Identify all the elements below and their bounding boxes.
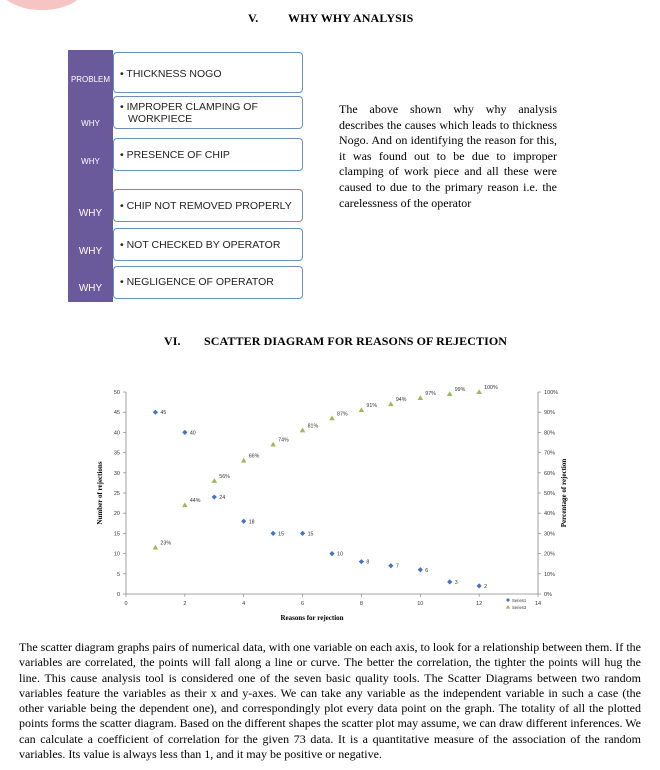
x-tick-label: 2 (183, 601, 187, 607)
y-axis-label: Number of rejections (96, 461, 104, 525)
data-point-series1 (329, 551, 334, 556)
row-label-why-3: WHY (78, 208, 103, 219)
y2-tick-label: 30% (544, 531, 556, 538)
data-label-series3: 100% (484, 385, 498, 391)
data-point-series3 (359, 407, 365, 412)
x-tick-label: 8 (359, 601, 363, 607)
why-box-text: • NOT CHECKED BY OPERATOR (120, 239, 281, 251)
data-label-series1: 3 (454, 579, 458, 586)
data-label-series1: 15 (307, 531, 314, 538)
x-tick-label: 0 (124, 601, 128, 607)
data-label-series1: 45 (160, 410, 167, 417)
section-number: VI. (164, 334, 181, 348)
data-label-series3: 87% (337, 411, 348, 418)
data-point-series3 (241, 458, 247, 463)
data-label-series3: 94% (395, 397, 407, 404)
row-label-why-4: WHY (78, 246, 103, 257)
why-box-5 (113, 266, 303, 299)
why-box-3 (113, 189, 303, 222)
data-point-series3 (153, 545, 159, 550)
why-box-4 (113, 228, 303, 261)
y2-axis-label: Percentage of rejection (560, 458, 568, 528)
data-point-series1 (388, 563, 393, 568)
data-label-series3: 23% (160, 540, 172, 547)
why-label-column (68, 50, 113, 302)
y-tick-label: 5 (116, 571, 120, 578)
scatter-chart (90, 384, 570, 624)
x-tick-label: 4 (242, 601, 246, 607)
data-point-series3 (417, 395, 423, 400)
scatter-description: The scatter diagram graphs pairs of numerical data, with one variable on each axis, to look for a relationship between them. If the variables are correlated, the points will fall along a line or curve. The better the correlation, the tighter the points will hug the line. This cause analysis tool is considered one of the seven basic quality tools. The Scatter Diagrams between two random variables feature the variables as their x and y-axes. We can take any variable as the independent variable in such a case (the other variable being the dependent one), and correspondingly plot every data point on the graph. The totality of all the plotted points forms the scatter diagram. Based on the different shapes the scatter plot may assume, we can draw different inferences. We can calculate a coefficient of correlation for the given 73 data. It is a quantitative measure of the association of the random variables. Its value is always less than 1, and it may be positive or negative. (19, 640, 641, 762)
row-label-why-1: WHY (81, 119, 100, 128)
why-box-text: • CHIP NOT REMOVED PROPERLY (120, 200, 292, 212)
section-title: WHY WHY ANALYSIS (288, 11, 414, 25)
data-label-series1: 18 (248, 519, 255, 526)
data-label-series1: 24 (219, 495, 226, 502)
data-point-series3 (388, 401, 394, 406)
y2-tick-label: 100% (544, 390, 559, 396)
why-box-1 (113, 96, 303, 129)
data-point-series1 (182, 430, 187, 435)
why-why-description: The above shown why why analysis describes the causes which leads to thickness Nogo. And on identifying the reason for this, it was found out to be due to improper clamping of work piece and all these were caused to due to the primary reason i.e. the carelessness of the operator (339, 102, 557, 210)
y2-tick-label: 40% (544, 511, 556, 518)
y2-tick-label: 0% (544, 592, 552, 598)
data-label-series3: 97% (425, 391, 436, 398)
data-label-series3: 74% (278, 437, 289, 444)
decorative-shape (0, 0, 84, 10)
why-box-2 (113, 138, 303, 171)
y2-tick-label: 80% (544, 430, 556, 437)
y2-tick-label: 70% (544, 450, 556, 457)
y2-tick-label: 60% (544, 470, 556, 477)
data-label-series3: 91% (366, 403, 378, 410)
y-tick-label: 45 (113, 410, 120, 417)
data-point-series3 (329, 415, 335, 420)
data-label-series1: 15 (278, 531, 285, 538)
why-box-text: • NEGLIGENCE OF OPERATOR (120, 276, 274, 288)
row-label-problem: PROBLEM (70, 75, 111, 84)
x-tick-label: 14 (534, 601, 542, 607)
legend-label: Series1 (512, 597, 527, 603)
data-label-series3: 66% (248, 453, 260, 460)
data-point-series3 (182, 502, 188, 507)
y-tick-label: 25 (113, 491, 120, 497)
data-label-series1: 2 (484, 583, 488, 590)
row-label-why-2: WHY (81, 157, 100, 166)
data-point-series1 (241, 519, 246, 524)
x-tick-label: 10 (417, 601, 424, 607)
why-box-problem (113, 52, 303, 93)
why-why-diagram (68, 50, 308, 302)
data-point-series1 (212, 494, 217, 499)
x-tick-label: 12 (476, 601, 483, 607)
data-point-series1 (418, 567, 423, 572)
data-point-series1 (359, 559, 364, 564)
y-tick-label: 0 (116, 592, 120, 598)
why-box-text: • THICKNESS NOGO (120, 68, 222, 80)
data-point-series1 (447, 579, 452, 584)
y2-tick-label: 20% (544, 551, 556, 558)
data-point-series1 (153, 410, 158, 415)
data-label-series1: 40 (189, 430, 196, 437)
data-label-series3: 44% (189, 498, 201, 505)
y-tick-label: 15 (113, 531, 120, 538)
data-label-series3: 56% (219, 473, 230, 480)
data-point-series3 (211, 478, 217, 483)
section-heading-why-why (248, 11, 413, 26)
section-title: SCATTER DIAGRAM FOR REASONS OF REJECTION (204, 334, 508, 348)
y2-tick-label: 50% (544, 491, 556, 497)
x-axis-label: Reasons for rejection (280, 614, 344, 622)
data-point-series3 (270, 442, 276, 447)
section-heading-scatter (164, 334, 507, 349)
data-point-series3 (476, 389, 482, 394)
data-label-series3: 81% (307, 423, 319, 430)
data-label-series1: 8 (366, 559, 370, 566)
data-point-series3 (300, 428, 306, 433)
y-tick-label: 20 (113, 511, 120, 518)
data-label-series1: 6 (425, 567, 429, 574)
y2-tick-label: 10% (544, 571, 556, 578)
data-point-series3 (447, 391, 453, 396)
data-label-series3: 99% (454, 387, 466, 394)
why-box-text: • PRESENCE OF CHIP (120, 149, 230, 161)
section-number: V. (248, 11, 259, 25)
y2-tick-label: 90% (544, 410, 556, 417)
legend-marker (506, 598, 510, 602)
legend-marker (506, 605, 510, 609)
data-point-series1 (300, 531, 305, 536)
y-tick-label: 35 (113, 450, 120, 457)
legend-label: Series3 (512, 604, 527, 610)
y-tick-label: 10 (113, 551, 120, 558)
data-label-series1: 7 (395, 563, 399, 570)
why-box-text: • IMPROPER CLAMPING OF WORKPIECE (120, 101, 258, 125)
y-tick-label: 40 (113, 430, 120, 437)
data-label-series1: 10 (337, 551, 343, 558)
y-tick-label: 50 (113, 390, 120, 396)
y-tick-label: 30 (113, 470, 120, 477)
data-point-series1 (477, 583, 482, 588)
x-tick-label: 6 (301, 601, 305, 607)
row-label-why-5: WHY (78, 283, 103, 294)
data-point-series1 (271, 531, 276, 536)
